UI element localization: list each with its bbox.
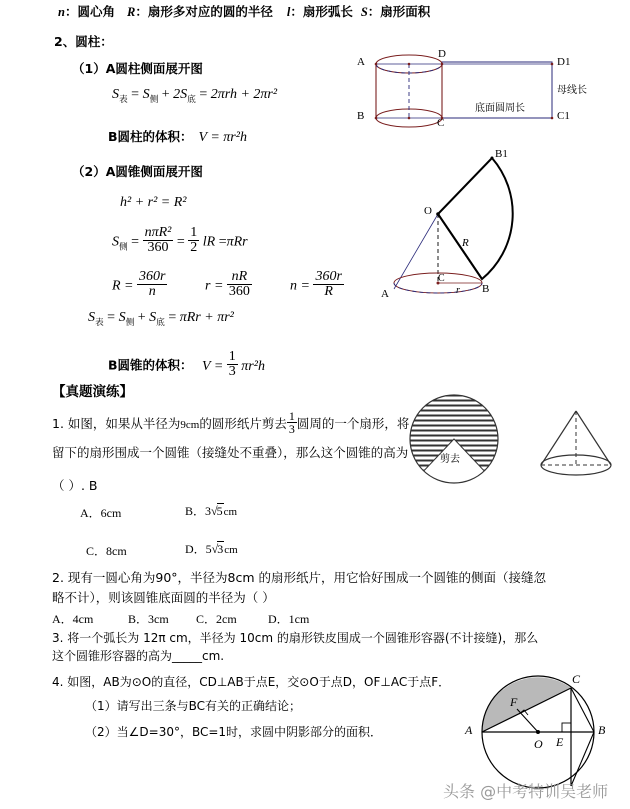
q1-option-B-unit: cm (223, 506, 238, 518)
cone-surface-S-base: S (149, 310, 157, 325)
formula-sub-lateral: 侧 (149, 94, 159, 105)
cone-surface-S: S (88, 310, 95, 325)
question-1-line-1 (52, 409, 410, 437)
q1-option-B-value: 3 (205, 504, 212, 518)
cone-relation-n-den: R (313, 284, 343, 299)
cylinder-volume-label: B (108, 129, 118, 144)
question-4-sub-2: （2）当∠D=30°，BC=1时，求圆中阴影部分的面积． (85, 725, 383, 739)
legend-symbol-S: S (360, 5, 368, 19)
question-2-line-1: 2. 现有一圆心角为90°，半径为8cm 的扇形纸片，用它恰好围成一个圆锥的侧面（接缝忽 (52, 570, 547, 585)
cone-surface-eq2: = (168, 310, 177, 325)
q1-option-D-unit: cm (224, 544, 238, 556)
q2-option-B[interactable]: B．3cm (128, 612, 169, 626)
formula-S-lateral: S (142, 87, 150, 102)
question-3-line-2: 这个圆锥形容器的高为_____cm. (52, 649, 225, 663)
cylinder-label-A: A (357, 56, 365, 68)
q4-label-A: A (465, 723, 473, 737)
cone-lateral-sub: 侧 (119, 242, 128, 253)
cone-surface-S-lateral: S (118, 310, 126, 325)
cone-volume-label: B (108, 357, 118, 373)
section-heading-cylinder: 2、圆柱： (54, 34, 113, 49)
question-4-line-1: 4. 如图，AB为⊙O的直径，CD⊥AB于点E，交⊙O于点D，OF⊥AC于点F． (52, 675, 451, 689)
cone-unroll-figure (372, 146, 627, 306)
cone-surface-sub-base: 底 (156, 317, 165, 328)
legend-symbol-R: R (126, 5, 136, 19)
cone-label-A: A (381, 288, 389, 300)
q1-option-B-radical: √5 (211, 504, 223, 518)
cone-relation-R (112, 268, 167, 301)
legend-symbol-l: l (286, 5, 291, 19)
q1-option-B[interactable] (185, 505, 237, 518)
cylinder-volume-formula: V = πr²h (198, 130, 247, 145)
q2-option-A[interactable]: A．4cm (52, 612, 94, 626)
cone-relation-r-fraction (227, 270, 252, 299)
q1-text-a: 1. 如图，如果从半径为 (52, 415, 181, 431)
q1-text-c: 圆周的一个扇形，将 (296, 415, 410, 431)
cone-lateral-fraction-1 (143, 226, 174, 255)
q1-option-D-value: 5 (205, 542, 212, 556)
cone-lateral-formula: $S_侧$ = $\frac{\text{nπR²}}{360}$ = $\frac{1}{2}$ lR =πRr (112, 224, 248, 255)
q1-option-C-label: C． (86, 544, 107, 558)
cone-surface-sub-lateral: 侧 (125, 317, 135, 328)
cone-lateral-den-2: 2 (190, 239, 198, 255)
circle-q4-figure (448, 672, 628, 792)
formula-eq1: = (131, 87, 140, 102)
legend-desc-l: ：扇形弧长 (290, 4, 353, 19)
legend-desc-S: ：扇形面积 (367, 4, 431, 19)
q1-option-A-label: A． (80, 506, 101, 520)
formula-S-surface: S (112, 87, 119, 102)
cone-relation-n-lhs: n = (290, 278, 310, 294)
cone-label-O: O (424, 205, 432, 217)
cone-lateral-num-1: nπR² (144, 224, 172, 240)
cut-circle-figure (408, 393, 500, 485)
q4-label-C: C (572, 672, 581, 686)
q1-option-B-radicand: 5 (216, 504, 223, 518)
cylinder-surface-formula (112, 88, 277, 104)
cylinder-annotation-slant: 母线长 (557, 85, 587, 96)
formula-sub-base: 底 (187, 94, 196, 105)
cone-surface-formula (88, 311, 234, 327)
cone-relation-r (205, 268, 252, 301)
cylinder-label-B: B (357, 110, 365, 122)
cone-relation-n-num: 360r (315, 268, 342, 284)
cone-sub-a-label: （2）A (72, 164, 116, 179)
cylinder-sub-a-title: 圆柱侧面展开图 (115, 61, 203, 76)
cone-pythagorean-formula: h² + r² = R² (120, 195, 187, 210)
question-1-line-3: （ ）. B (52, 478, 98, 493)
cone-lateral-num-2: 1 (190, 224, 198, 240)
cone-solid-figure (533, 403, 619, 483)
q4-label-F: F (510, 695, 518, 709)
q1-option-D-radicand: 3 (217, 542, 224, 556)
cylinder-annotation-base-circumference: 底面圆周长 (475, 103, 525, 114)
cone-label-r: r (456, 285, 460, 296)
cone-volume-num: 1 (228, 348, 236, 364)
cone-label-R: R (462, 237, 469, 249)
question-4-sub-1: （1）请写出三条与BC有关的正确结论； (85, 699, 302, 713)
cone-lateral-S: S (112, 234, 119, 250)
q1-fraction-denominator: 3 (288, 422, 295, 437)
cone-volume-lhs: V = (202, 358, 224, 374)
formula-2S-base: 2S (173, 87, 188, 102)
cone-volume-row (108, 348, 265, 381)
q4-label-E: E (556, 735, 564, 749)
q1-option-D[interactable] (185, 543, 238, 556)
question-1-line-2: 留下的扇形围成一个圆锥（接缝处不重叠），那么这个圆锥的高为 (52, 445, 409, 460)
cylinder-label-D: D (438, 48, 446, 60)
cone-subsection-a (72, 166, 203, 179)
legend-desc-R: ：扇形多对应的圆的半径 (135, 4, 273, 19)
practice-heading: 【真题演练】 (52, 384, 133, 400)
cone-relation-n-fraction (313, 270, 343, 299)
q1-fraction-one-third (287, 410, 297, 435)
cone-relation-R-den: n (137, 284, 167, 299)
legend-symbol-n: n (58, 5, 65, 19)
q1-option-A-value: 6cm (100, 506, 122, 520)
q1-option-B-label: B． (185, 504, 206, 518)
formula-cylinder-rhs: 2πrh + 2πr² (210, 87, 278, 102)
cone-label-C: C (438, 273, 445, 284)
q2-option-C[interactable]: C．2cm (196, 612, 237, 626)
cylinder-subsection-a (72, 63, 203, 76)
cone-relation-n (290, 268, 344, 301)
q1-fraction-numerator: 1 (288, 409, 295, 424)
q4-label-B: B (598, 723, 606, 737)
cone-lateral-rhs: πRr (226, 234, 248, 250)
cone-label-B: B (482, 283, 490, 295)
cone-volume-formula (202, 348, 265, 379)
cone-volume-rhs: πr²h (241, 358, 265, 374)
cone-surface-plus: + (137, 310, 146, 325)
cone-volume-title: 圆锥的体积： (117, 357, 193, 373)
cylinder-label-C1: C1 (557, 110, 570, 122)
q1-text-b: 的圆形纸片剪去 (199, 415, 287, 431)
formula-sub-surface: 表 (119, 94, 128, 105)
question-3-line-1: 3. 将一个弧长为 12π cm，半径为 10cm 的扇形铁皮围成一个圆锥形容器(不计接缝)，那么 (52, 631, 539, 645)
cone-lateral-mid: lR (202, 234, 216, 250)
cone-label-B1: B1 (495, 148, 508, 160)
legend-desc-n: ：圆心角 (64, 4, 115, 19)
cylinder-figure (345, 42, 630, 147)
cone-volume-den: 3 (228, 363, 236, 379)
cone-lateral-fraction-2 (188, 226, 199, 255)
cone-relation-r-den: 360 (228, 283, 250, 299)
cylinder-label-D1: D1 (557, 56, 571, 68)
cylinder-volume-row (108, 131, 247, 145)
cone-surface-eq1: = (107, 310, 116, 325)
cone-relation-R-fraction (137, 270, 167, 299)
q4-label-O: O (534, 737, 543, 751)
cylinder-volume-title: 圆柱的体积： (117, 129, 193, 144)
q1-option-D-label: D． (185, 542, 206, 556)
cut-sector-label: 剪去 (440, 454, 460, 465)
question-2-line-2: 略不计），则该圆锥底面圆的半径为（ ） (52, 590, 275, 605)
q1-radius-value: 9cm (180, 418, 200, 431)
cylinder-sub-a-label: （1）A (72, 61, 116, 76)
q1-option-C[interactable] (86, 545, 127, 557)
watermark: 头条 @中考特训吴老师 (443, 782, 609, 801)
formula-eq2: = (199, 87, 208, 102)
q1-option-A[interactable] (80, 507, 121, 519)
cone-relation-R-num: 360r (139, 268, 166, 284)
q1-option-C-value: 8cm (106, 544, 127, 558)
legend-line (58, 6, 430, 19)
q1-option-D-radical: √3 (211, 542, 224, 556)
cylinder-label-C: C (437, 117, 445, 129)
cone-relation-R-lhs: R = (112, 278, 134, 294)
formula-plus: + (161, 87, 170, 102)
cone-sub-a-title: 圆锥侧面展开图 (115, 164, 203, 179)
cone-relation-r-lhs: r = (205, 278, 224, 294)
cone-surface-sub: 表 (95, 317, 104, 328)
cone-volume-fraction (227, 350, 238, 379)
cone-relation-r-num: nR (231, 268, 248, 284)
cone-surface-rhs: πRr + πr² (179, 310, 234, 325)
q2-option-D[interactable]: D．1cm (268, 612, 310, 626)
cone-lateral-den-1: 360 (143, 240, 174, 255)
